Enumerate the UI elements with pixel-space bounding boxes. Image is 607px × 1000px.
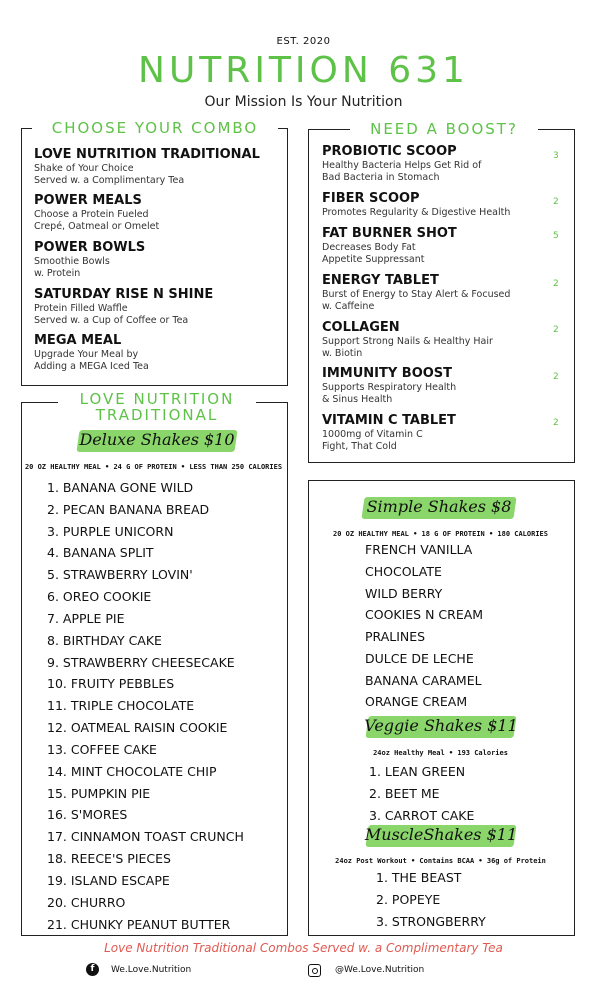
boost-item-name: FAT BURNER SHOT xyxy=(322,226,457,241)
boost-item-name: COLLAGEN xyxy=(322,320,400,335)
brand-title: NUTRITION 631 xyxy=(138,50,469,91)
list-item: 4. BANANA SPLIT xyxy=(47,545,154,560)
combo-title: CHOOSE YOUR COMBO xyxy=(32,119,278,137)
boost-item-price: 5 xyxy=(553,231,559,241)
combo-item-desc: Served w. a Cup of Coffee or Tea xyxy=(34,315,189,326)
list-item: 17. CINNAMON TOAST CRUNCH xyxy=(47,829,244,844)
boost-item-name: FIBER SCOOP xyxy=(322,191,420,206)
simple-shakes-title: Simple Shakes $8 xyxy=(366,497,512,516)
boost-item-desc: Appetite Suppressant xyxy=(322,254,425,265)
list-item: WILD BERRY xyxy=(365,586,443,601)
list-item: 2. PECAN BANANA BREAD xyxy=(47,502,210,517)
combo-item-name: POWER MEALS xyxy=(34,193,142,208)
list-item: PRALINES xyxy=(365,629,426,644)
combo-item-name: LOVE NUTRITION TRADITIONAL xyxy=(34,147,260,162)
combo-item-desc: Served w. a Complimentary Tea xyxy=(34,175,185,186)
list-item: 5. STRAWBERRY LOVIN' xyxy=(47,567,193,582)
list-item: 2. BEET ME xyxy=(369,786,440,801)
list-item: 2. POPEYE xyxy=(376,892,441,907)
list-item: 16. S'MORES xyxy=(47,807,128,822)
list-item: FRENCH VANILLA xyxy=(365,542,473,557)
boost-item-price: 2 xyxy=(553,197,559,207)
boost-item-desc: Decreases Body Fat xyxy=(322,242,416,253)
list-item: 3. STRONGBERRY xyxy=(376,914,486,929)
boost-item-desc: w. Biotin xyxy=(322,348,363,359)
boost-item-price: 2 xyxy=(553,372,559,382)
veggie-shakes-title: Veggie Shakes $11 xyxy=(364,716,518,735)
combo-item-name: MEGA MEAL xyxy=(34,333,122,348)
list-item: 18. REECE'S PIECES xyxy=(47,851,171,866)
boost-item-desc: Bad Bacteria in Stomach xyxy=(322,172,440,183)
instagram-icon[interactable] xyxy=(308,964,321,977)
boost-title: NEED A BOOST? xyxy=(350,120,538,138)
combo-item-desc: Shake of Your Choice xyxy=(34,163,134,174)
list-item: 11. TRIPLE CHOCOLATE xyxy=(47,698,195,713)
boost-item-desc: Promotes Regularity & Digestive Health xyxy=(322,207,511,218)
combo-item-desc: Adding a MEGA Iced Tea xyxy=(34,361,149,372)
facebook-handle[interactable]: We.Love.Nutrition xyxy=(111,965,192,975)
list-item: 10. FRUITY PEBBLES xyxy=(47,676,175,691)
traditional-title xyxy=(58,391,256,423)
list-item: ORANGE CREAM xyxy=(365,694,468,709)
traditional-title-line1: LOVE NUTRITION xyxy=(79,390,235,408)
deluxe-shakes-title: Deluxe Shakes $10 xyxy=(79,430,235,449)
combo-item-name: POWER BOWLS xyxy=(34,240,146,255)
boost-item-desc: w. Caffeine xyxy=(322,301,375,312)
list-item: 13. COFFEE CAKE xyxy=(47,742,157,757)
list-item: DULCE DE LECHE xyxy=(365,651,474,666)
list-item: 7. APPLE PIE xyxy=(47,611,125,626)
list-item: 1. THE BEAST xyxy=(376,870,462,885)
boost-item-desc: Healthy Bacteria Helps Get Rid of xyxy=(322,160,482,171)
boost-item-name: IMMUNITY BOOST xyxy=(322,366,453,381)
list-item: 20. CHURRO xyxy=(47,895,126,910)
combo-item-desc: Upgrade Your Meal by xyxy=(34,349,139,360)
instagram-handle[interactable]: @We.Love.Nutrition xyxy=(335,965,425,975)
boost-item-desc: & Sinus Health xyxy=(322,394,393,405)
combo-item-desc: Choose a Protein Fueled xyxy=(34,209,149,220)
list-item: 8. BIRTHDAY CAKE xyxy=(47,633,162,648)
muscle-shakes-title: MuscleShakes $11 xyxy=(364,825,518,844)
simple-shakes-subtitle: 20 OZ HEALTHY MEAL • 18 G OF PROTEIN • 180 CALORIES xyxy=(333,530,548,538)
boost-item-price: 2 xyxy=(553,279,559,289)
list-item: 21. CHUNKY PEANUT BUTTER xyxy=(47,917,231,932)
boost-item-price: 2 xyxy=(553,418,559,428)
boost-item-name: VITAMIN C TABLET xyxy=(322,413,456,428)
footer-note: Love Nutrition Traditional Combos Served w. a Complimentary Tea xyxy=(104,941,503,955)
deluxe-shakes-subtitle: 20 OZ HEALTHY MEAL • 24 G OF PROTEIN • LESS THAN 250 CALORIES xyxy=(24,463,283,471)
veggie-shakes-subtitle: 24oz Healthy Meal • 193 Calories xyxy=(373,749,508,757)
combo-item-desc: Crepé, Oatmeal or Omelet xyxy=(34,221,160,232)
list-item: 15. PUMPKIN PIE xyxy=(47,786,151,801)
boost-item-price: 2 xyxy=(553,325,559,335)
muscle-shakes-subtitle: 24oz Post Workout • Contains BCAA • 36g of Protein xyxy=(335,857,546,865)
combo-item-desc: Protein Filled Waffle xyxy=(34,303,128,314)
boost-item-desc: 1000mg of Vitamin C xyxy=(322,429,423,440)
combo-item-desc: Smoothie Bowls xyxy=(34,256,110,267)
combo-item-desc: w. Protein xyxy=(34,268,81,279)
traditional-title-line2: TRADITIONAL xyxy=(95,406,219,424)
boost-item-price: 3 xyxy=(553,151,559,161)
boost-item-desc: Supports Respiratory Health xyxy=(322,382,457,393)
boost-item-desc: Burst of Energy to Stay Alert & Focused xyxy=(322,289,511,300)
list-item: 19. ISLAND ESCAPE xyxy=(47,873,170,888)
list-item: BANANA CARAMEL xyxy=(365,673,482,688)
list-item: COOKIES N CREAM xyxy=(365,607,484,622)
list-item: 1. LEAN GREEN xyxy=(369,764,466,779)
boost-item-name: ENERGY TABLET xyxy=(322,273,439,288)
est-label: EST. 2020 xyxy=(276,36,331,47)
list-item: CHOCOLATE xyxy=(365,564,442,579)
list-item: 3. PURPLE UNICORN xyxy=(47,524,174,539)
facebook-icon[interactable]: f xyxy=(86,963,99,976)
list-item: 14. MINT CHOCOLATE CHIP xyxy=(47,764,217,779)
list-item: 6. OREO COOKIE xyxy=(47,589,152,604)
list-item: 1. BANANA GONE WILD xyxy=(47,480,194,495)
list-item: 9. STRAWBERRY CHEESECAKE xyxy=(47,655,235,670)
mission-tagline: Our Mission Is Your Nutrition xyxy=(204,94,403,110)
boost-item-name: PROBIOTIC SCOOP xyxy=(322,144,457,159)
combo-item-name: SATURDAY RISE N SHINE xyxy=(34,287,214,302)
list-item: 12. OATMEAL RAISIN COOKIE xyxy=(47,720,228,735)
boost-item-desc: Fight, That Cold xyxy=(322,441,397,452)
list-item: 3. CARROT CAKE xyxy=(369,808,475,823)
boost-item-desc: Support Strong Nails & Healthy Hair xyxy=(322,336,493,347)
